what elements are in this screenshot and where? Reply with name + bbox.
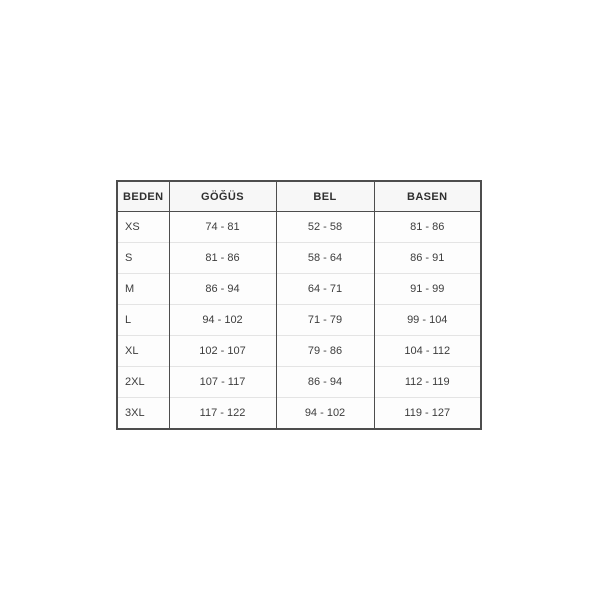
waist-cell: 64 - 71 xyxy=(276,274,374,305)
size-cell: 2XL xyxy=(117,367,169,398)
waist-cell: 86 - 94 xyxy=(276,367,374,398)
size-chart-header-row xyxy=(117,181,481,212)
chest-cell: 81 - 86 xyxy=(169,243,276,274)
waist-cell: 71 - 79 xyxy=(276,305,374,336)
hips-cell: 112 - 119 xyxy=(374,367,481,398)
chest-cell: 86 - 94 xyxy=(169,274,276,305)
chest-cell: 107 - 117 xyxy=(169,367,276,398)
hips-cell: 104 - 112 xyxy=(374,336,481,367)
hips-cell: 86 - 91 xyxy=(374,243,481,274)
chest-cell: 94 - 102 xyxy=(169,305,276,336)
size-cell: M xyxy=(117,274,169,305)
column-header-beden: BEDEN xyxy=(117,181,169,212)
table-row xyxy=(117,336,481,367)
waist-cell: 94 - 102 xyxy=(276,398,374,430)
table-row xyxy=(117,367,481,398)
table-row xyxy=(117,274,481,305)
size-cell: XL xyxy=(117,336,169,367)
column-header-bel: BEL xyxy=(276,181,374,212)
waist-cell: 79 - 86 xyxy=(276,336,374,367)
size-cell: L xyxy=(117,305,169,336)
table-row xyxy=(117,243,481,274)
chest-cell: 74 - 81 xyxy=(169,212,276,243)
table-row xyxy=(117,398,481,430)
column-header-basen: BASEN xyxy=(374,181,481,212)
table-row xyxy=(117,305,481,336)
size-cell: 3XL xyxy=(117,398,169,430)
hips-cell: 81 - 86 xyxy=(374,212,481,243)
chest-cell: 102 - 107 xyxy=(169,336,276,367)
waist-cell: 58 - 64 xyxy=(276,243,374,274)
chest-cell: 117 - 122 xyxy=(169,398,276,430)
column-header-gogus: GÖĞÜS xyxy=(169,181,276,212)
hips-cell: 91 - 99 xyxy=(374,274,481,305)
table-row xyxy=(117,212,481,243)
size-chart-table xyxy=(116,180,482,430)
hips-cell: 119 - 127 xyxy=(374,398,481,430)
waist-cell: 52 - 58 xyxy=(276,212,374,243)
hips-cell: 99 - 104 xyxy=(374,305,481,336)
size-cell: XS xyxy=(117,212,169,243)
size-cell: S xyxy=(117,243,169,274)
size-chart-body xyxy=(117,212,481,430)
